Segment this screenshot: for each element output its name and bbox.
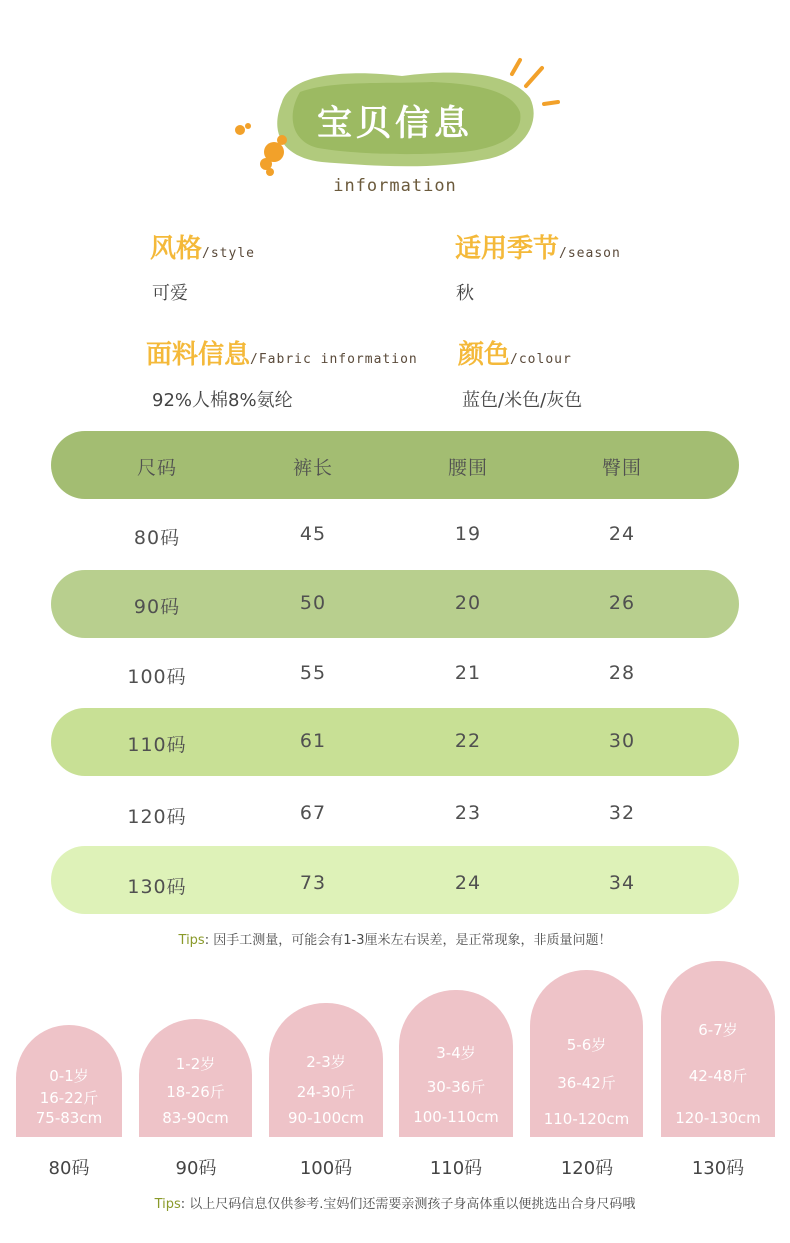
table-cell: 22 [454,730,482,752]
age-card-age: 5-6岁 [566,1036,607,1054]
age-card-height: 90-100cm [288,1109,364,1127]
age-card-age: 3-4岁 [436,1044,476,1062]
age-card-age: 1-2岁 [175,1055,216,1073]
age-card-size: 90码 [175,1158,217,1179]
colour-value: 蓝色/米色/灰色 [462,390,583,411]
table-cell: 130码 [127,876,187,898]
age-card-height: 110-120cm [543,1110,630,1128]
table-cell: 23 [454,802,482,824]
age-card-size: 130码 [691,1158,745,1179]
age-card-weight: 30-36斤 [426,1078,486,1096]
table-cell: 50 [299,592,327,614]
table-cell: 80码 [133,527,181,549]
table-header-size: 尺码 [136,457,177,479]
age-card-age: 2-3岁 [306,1053,346,1071]
table-cell: 55 [299,662,327,684]
age-card-age: 0-1岁 [49,1067,89,1085]
age-card-weight: 18-26斤 [166,1083,225,1101]
table-row [51,708,739,776]
table-cell: 24 [454,872,482,894]
age-card [139,1019,252,1137]
colour-label-en: /colour [510,352,572,367]
age-card-height: 100-110cm [413,1108,499,1126]
style-label-en: /style [202,246,255,261]
table-cell: 34 [608,872,636,894]
table-cell: 21 [454,662,482,684]
table-row [51,501,739,569]
table-cell: 20 [454,592,482,614]
tips-key: Tips [178,933,205,948]
table-cell: 28 [608,662,636,684]
age-card-height: 75-83cm [35,1109,103,1127]
table-header-length: 裤长 [292,457,333,479]
age-card-weight: 16-22斤 [39,1089,99,1107]
season-value: 秋 [456,283,474,304]
age-card-weight: 42-48斤 [688,1067,748,1085]
table-cell: 61 [299,730,327,752]
tips-text: : 以上尺码信息仅供参考.宝妈们还需要亲测孩子身高体重以便挑选出合身尺码哦 [180,1197,636,1212]
table-row [51,780,739,848]
season-label-en: /season [559,246,621,261]
age-card [661,961,775,1137]
measurement-tips [0,929,790,948]
table-header-waist: 腰围 [447,457,488,479]
age-card-size: 80码 [48,1158,90,1179]
table-row [51,570,739,638]
table-cell: 67 [299,802,327,824]
table-cell: 120码 [127,806,187,828]
style-label: 风格/style [150,234,255,264]
age-card-height: 120-130cm [675,1109,761,1127]
table-cell: 26 [608,592,636,614]
page-subtitle: information [333,176,457,196]
table-row [51,846,739,914]
age-card-height: 83-90cm [162,1109,229,1127]
table-cell: 24 [608,523,636,545]
table-cell: 110码 [127,734,187,756]
age-card-size: 100码 [299,1158,353,1179]
age-card-weight: 24-30斤 [296,1083,356,1101]
fabric-label-en: /Fabric information [250,352,418,367]
reference-tips [0,1193,790,1212]
table-header-row [51,431,739,499]
table-cell: 45 [299,523,327,545]
age-card [399,990,513,1137]
tips-key: Tips [154,1197,181,1212]
table-cell: 19 [454,523,482,545]
age-card-weight: 36-42斤 [557,1074,616,1092]
age-card [16,1025,122,1137]
age-card [530,970,643,1137]
age-card-size: 120码 [560,1158,614,1179]
season-label: 适用季节/season [455,234,621,264]
colour-label: 颜色/colour [458,340,572,370]
table-row [51,640,739,708]
style-value: 可爱 [152,283,188,304]
age-card-size: 110码 [429,1158,483,1179]
table-cell: 32 [608,802,636,824]
table-cell: 90码 [133,596,181,618]
age-card-age: 6-7岁 [698,1021,738,1039]
age-card [269,1003,383,1137]
table-cell: 73 [299,872,327,894]
fabric-label: 面料信息/Fabric information [146,340,418,370]
page-title: 宝贝信息 [316,104,473,144]
table-cell: 30 [608,730,636,752]
table-cell: 100码 [127,666,187,688]
tips-text: : 因手工测量，可能会有1-3厘米左右误差，是正常现象，非质量问题！ [204,933,612,948]
table-header-hip: 臀围 [601,457,642,479]
fabric-value: 92%人棉8%氨纶 [152,390,293,411]
